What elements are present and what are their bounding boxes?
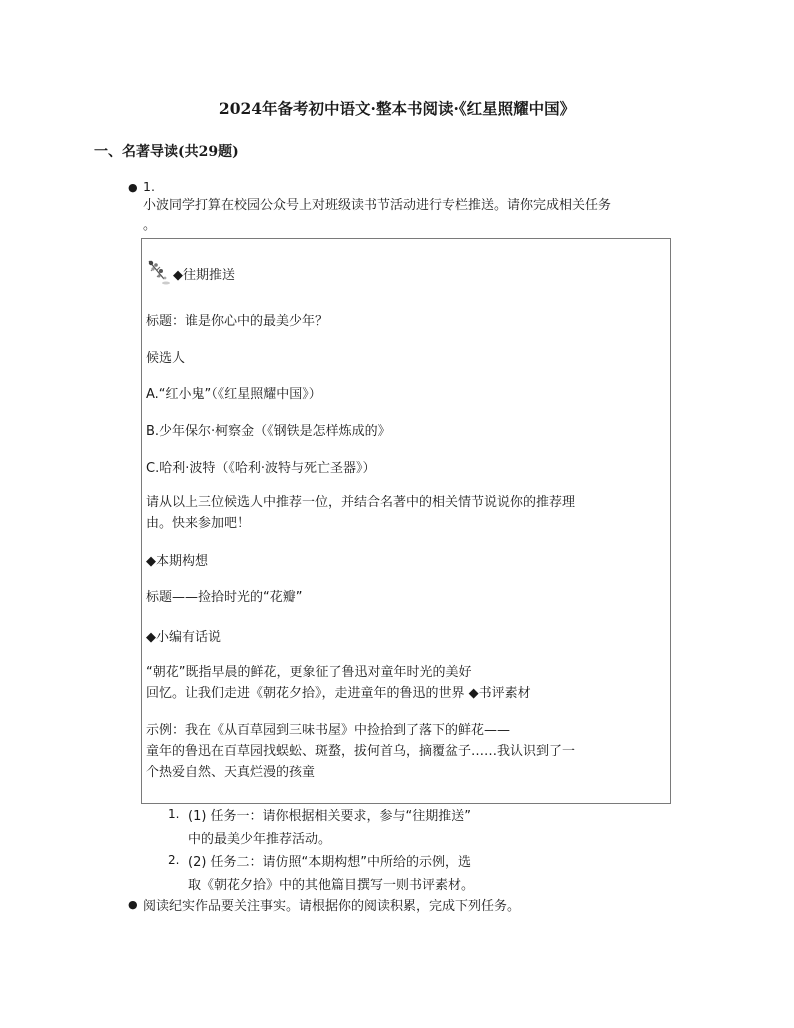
candidate-c: C.哈利·波特（《哈利·波特与死亡圣器》） <box>146 461 376 476</box>
current-plan-heading: ◆本期构想 <box>146 554 208 569</box>
question-intro-end: 。 <box>143 218 157 233</box>
subtask-line-2: 中的最美少年推荐活动。 <box>188 832 332 847</box>
candidates-label: 候选人 <box>146 351 186 366</box>
example-paragraph <box>146 720 575 783</box>
bullet-icon: ● <box>128 181 138 194</box>
instruction-paragraph <box>146 492 575 534</box>
example-line-2: 童年的鲁迅在百草园找蜈蚣、斑蝥，拔何首乌，摘覆盆子……我认识到了一 <box>146 744 576 759</box>
instruction-line-2: 由。快来参加吧！ <box>146 516 251 531</box>
question-number: 1. <box>143 179 155 194</box>
theme-title: 标题——捡拾时光的“花瓣” <box>146 590 303 605</box>
editor-line-1: “朝花”既指早晨的鲜花，更象征了鲁迅对童年时光的美好 <box>146 665 472 680</box>
flower-branch-icon <box>146 259 172 285</box>
example-line-1: 示例：我在《从百草园到三味书屋》中捡拾到了落下的鲜花—— <box>146 723 511 738</box>
subtask-line-1: (1) 任务一：请你根据相关要求，参与“往期推送” <box>188 809 472 824</box>
question-2-intro: 阅读纪实作品要关注事实。请根据你的阅读积累，完成下列任务。 <box>143 899 521 914</box>
editor-heading: ◆小编有话说 <box>146 630 221 645</box>
subtask-line-2: 取《朝花夕拾》中的其他篇目撰写一则书评素材。 <box>188 878 475 893</box>
past-push-title: 标题：谁是你心中的最美少年？ <box>146 314 329 329</box>
task-box <box>141 238 671 804</box>
document-title: 2024年备考初中语文·整本书阅读·《红星照耀中国》 <box>218 99 576 118</box>
section-heading: 一、名著导读(共29题) <box>94 144 239 160</box>
editor-line-2: 回忆。让我们走进《朝花夕拾》，走进童年的鲁迅的世界 ◆书评素材 <box>146 686 531 701</box>
question-intro <box>143 196 611 236</box>
example-line-3: 个热爱自然、天真烂漫的孩童 <box>146 765 316 780</box>
subtask-number: 2. <box>168 853 180 867</box>
candidate-b: B.少年保尔·柯察金（《钢铁是怎样炼成的》 <box>146 424 391 439</box>
candidate-a: A.“红小鬼”（《红星照耀中国》） <box>146 387 322 402</box>
subtask-line-1: (2) 任务二：请仿照“本期构想”中所给的示例，选 <box>188 855 472 870</box>
past-push-line <box>146 259 235 285</box>
subtask-number: 1. <box>168 807 180 821</box>
question-intro-text: 小波同学打算在校园公众号上对班级读书节活动进行专栏推送。请你完成相关任务 <box>143 198 612 213</box>
bullet-icon: ● <box>128 898 138 911</box>
past-push-heading: ◆往期推送 <box>173 268 235 283</box>
instruction-line-1: 请从以上三位候选人中推荐一位，并结合名著中的相关情节说说你的推荐理 <box>146 495 576 510</box>
editor-paragraph <box>146 662 531 704</box>
